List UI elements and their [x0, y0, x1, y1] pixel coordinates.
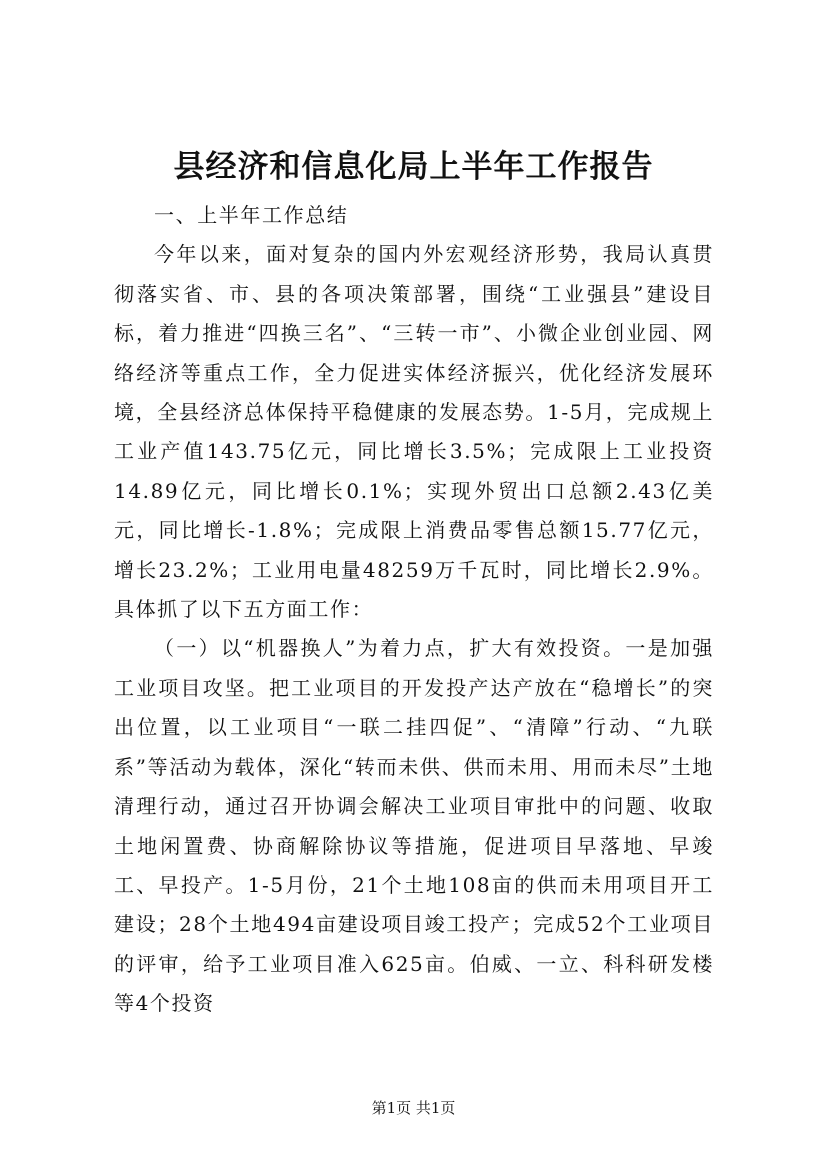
paragraph-investment: （一）以“机器换人”为着力点，扩大有效投资。一是加强工业项目攻坚。把工业项目的开发投产达产放在“稳增长”的突出位置，以工业项目“一联二挂四促”、“清障”行动、“九联系”等活动为载体，深化“转而未供、供而未用、用而未尽”土地清理行动，通过召开协调会解决工业项目审批中的问题、收取土地闲置费、协商解除协议等措施，促进项目早落地、早竣工、早投产。1-5月份，21个土地108亩的供而未用项目开工建设；28个土地494亩建设项目竣工投产；完成52个工业项目的评审，给予工业项目准入625亩。伯威、一立、科科研发楼等4个投资: [114, 636, 714, 1016]
document-title: 县经济和信息化局上半年工作报告: [173, 149, 654, 185]
paragraph-summary: 今年以来，面对复杂的国内外宏观经济形势，我局认真贯彻落实省、市、县的各项决策部署，围绕“工业强县”建设目标，着力推进“四换三名”、“三转一市”、小微企业创业园、网络经济等重点工作，全力促进实体经济振兴，优化经济发展环境，全县经济总体保持平稳健康的发展态势。1-5月，完成规上工业产值143.75亿元，同比增长3.5%；完成限上工业投资14.89亿元，同比增长0.1%；实现外贸出口总额2.43亿美元，同比增长-1.8%；完成限上消费品零售总额15.77亿元，增长23.2%；工业用电量48259万千瓦时，同比增长2.9%。具体抓了以下五方面工作：: [114, 242, 714, 622]
page-footer: 第1页 共1页: [371, 1099, 456, 1117]
document-body: [114, 196, 714, 1024]
section-heading: 一、上半年工作总结: [154, 203, 349, 227]
